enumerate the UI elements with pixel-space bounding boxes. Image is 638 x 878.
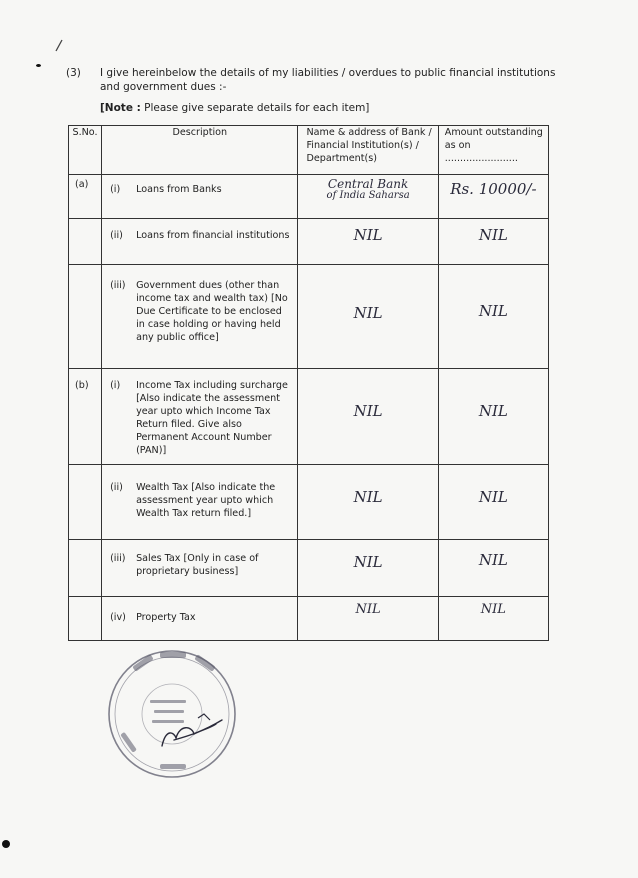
row-desc-text: Property Tax <box>136 612 196 623</box>
row-name-address <box>298 465 438 540</box>
row-roman: (iv) <box>110 612 126 623</box>
row-amount <box>438 369 548 465</box>
row-desc-text: Wealth Tax [Also indicate the assessment year upto which Wealth Tax return filed.] <box>136 482 276 519</box>
row-sno <box>69 540 102 597</box>
handwritten-nil: NIL <box>353 226 383 244</box>
row-name-address <box>298 265 438 369</box>
note-label: [Note : <box>100 102 141 114</box>
row-amount <box>438 597 548 641</box>
table-row <box>69 219 549 265</box>
row-desc-text: Sales Tax [Only in case of proprietary business] <box>136 553 259 577</box>
handwritten-nil: NIL <box>478 402 508 420</box>
row-sno: (a) <box>69 175 102 219</box>
row-name-address <box>298 540 438 597</box>
row-description <box>102 175 298 219</box>
item-number: (3) <box>66 67 81 79</box>
table-row <box>69 175 549 219</box>
row-amount <box>438 540 548 597</box>
row-description <box>102 369 298 465</box>
table-row <box>69 369 549 465</box>
row-roman: (i) <box>110 184 121 195</box>
note-line <box>100 102 369 114</box>
row-roman: (ii) <box>110 230 123 241</box>
row-name-address <box>298 175 438 219</box>
handwritten-nil: NIL <box>478 302 508 320</box>
header-name-address: Name & address of Bank / Financial Institution(s) / Department(s) <box>298 126 438 175</box>
row-description <box>102 540 298 597</box>
handwritten-nil: NIL <box>353 488 383 506</box>
row-desc-text: Loans from Banks <box>136 184 222 195</box>
row-amount <box>438 265 548 369</box>
row-sno <box>69 265 102 369</box>
row-name-address <box>298 369 438 465</box>
handwritten-nil: NIL <box>478 488 508 506</box>
note-text: Please give separate details for each item] <box>140 102 370 114</box>
row-amount <box>438 175 548 219</box>
row-roman: (ii) <box>110 482 123 493</box>
row-description <box>102 219 298 265</box>
row-sno <box>69 465 102 540</box>
row-sno: (b) <box>69 369 102 465</box>
table-row <box>69 540 549 597</box>
row-name-address <box>298 219 438 265</box>
handwritten-nil: NIL <box>353 553 383 571</box>
row-roman: (i) <box>110 380 121 391</box>
row-desc-text: Income Tax including surcharge [Also indicate the assessment year upto which Income Tax Return filed. Give also Permanent Account Number (PAN)] <box>136 380 288 456</box>
table-row <box>69 465 549 540</box>
punch-hole-mark <box>2 840 10 848</box>
handwritten-nil: NIL <box>353 402 383 420</box>
intro-text: I give hereinbelow the details of my liabilities / overdues to public financial institutions and government dues :- <box>100 67 556 93</box>
pen-mark-icon <box>52 38 66 52</box>
row-amount <box>438 465 548 540</box>
row-desc-text: Loans from financial institutions <box>136 230 290 241</box>
liabilities-table <box>68 125 549 641</box>
handwritten-nil: NIL <box>355 602 381 617</box>
handwritten-nil: NIL <box>480 602 506 617</box>
table-row <box>69 597 549 641</box>
row-description <box>102 597 298 641</box>
official-seal-stamp <box>102 644 242 784</box>
header-sno: S.No. <box>69 126 102 175</box>
row-sno <box>69 219 102 265</box>
row-description <box>102 465 298 540</box>
row-sno <box>69 597 102 641</box>
scan-speck <box>36 64 41 67</box>
header-description: Description <box>102 126 298 175</box>
table-row <box>69 265 549 369</box>
header-amount: Amount outstanding as on ........................ <box>438 126 548 175</box>
handwritten-nil: NIL <box>353 304 383 322</box>
row-roman: (iii) <box>110 553 126 564</box>
handwritten-amount: Rs. 10000/- <box>450 180 537 198</box>
table-header-row <box>69 126 549 175</box>
row-amount <box>438 219 548 265</box>
handwritten-bank-name: Central Bank of India Saharsa <box>326 177 410 201</box>
handwritten-nil: NIL <box>478 551 508 569</box>
intro-paragraph <box>66 66 556 94</box>
row-description <box>102 265 298 369</box>
row-name-address <box>298 597 438 641</box>
row-desc-text: Government dues (other than income tax and wealth tax) [No Due Certificate to be enclosed in case holding or having held any public office] <box>136 280 288 343</box>
row-roman: (iii) <box>110 280 126 291</box>
handwritten-nil: NIL <box>478 226 508 244</box>
